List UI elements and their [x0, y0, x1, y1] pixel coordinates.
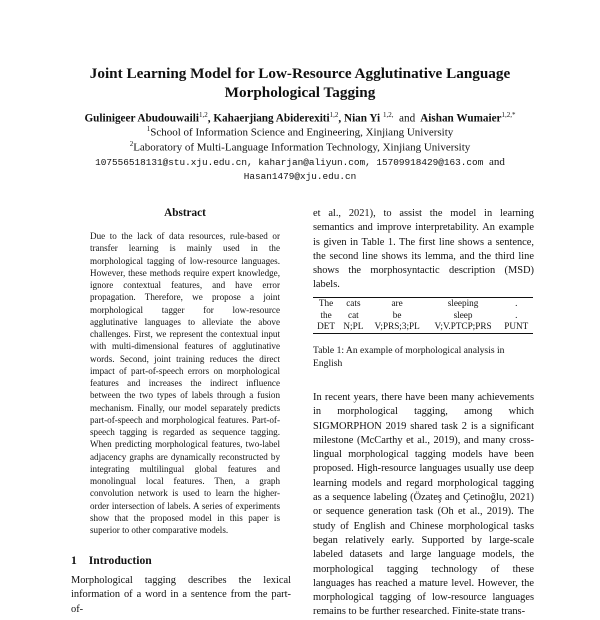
title-line-2: Morphological Tagging: [224, 84, 376, 101]
author-name: Gulinigeer Abudouwaili: [84, 112, 199, 125]
table-cell: .: [500, 298, 533, 310]
section-title: Introduction: [88, 554, 152, 567]
section-heading-introduction: [71, 554, 152, 567]
table-cell: sleep: [453, 309, 473, 320]
table-1: [313, 297, 533, 334]
table-row: [313, 298, 533, 310]
table-row: [313, 321, 533, 333]
table-cell: V;PRS;3;PL: [368, 321, 427, 333]
table-1-caption: Table 1: An example of morphological analysis in English: [313, 345, 505, 369]
author-sup: 1,2,*: [501, 111, 516, 119]
email-addresses: 107556518131@stu.xju.edu.cn, kaharjan@aliyun.com, 15709918429@163.com: [95, 157, 484, 168]
email-line-2: [0, 171, 600, 182]
author-name: Aishan Wumaier: [420, 112, 502, 125]
affiliation-2: [0, 140, 600, 154]
title-line-1: Joint Learning Model for Low-Resource Agglutinative Language: [89, 65, 511, 82]
author-sup: 1,2: [198, 111, 208, 119]
right-column-paragraph-2: In recent years, there have been many achievements in morphological tagging, among which SIGMORPHON 2019 shared task 2 is a significant milestone (McCarthy et al., 2019), and many cross-lingual morphological tagging models have been proposed. High-resource languages usually use deep learning models and regard morphological tagging as a sequence labeling (Özateş and Çetinoğlu, 2021) or sequence generation task (Oh et al., 2019). The study of English and Chinese morphological tasks began relatively early. Supported by large-scale labeled datasets and large language models, the morphological tagging technology of these languages has reached a mature level. However, the morphological tagging of low-resource languages remains to be further researched. Finite-state trans-: [313, 392, 534, 618]
affiliation-1: [0, 125, 600, 139]
introduction-text: Morphological tagging describes the lexical information of a word in a sentence from the part-of-: [71, 575, 291, 615]
affiliation-text: School of Information Science and Engineering, Xinjiang University: [150, 126, 454, 139]
author-name: Nian Yi: [343, 112, 381, 125]
table-cell: the: [320, 309, 332, 320]
author-list: Gulinigeer Abudouwaili$^{1,2}$, Kahaerjiang Abiderexiti$^{1,2}$, Nian Yi $^{1,2,}$ and Aishan Wumaier$^{1,2,*}$: [84, 111, 516, 125]
table-cell: .: [515, 309, 518, 320]
email-line-1: [0, 156, 600, 168]
table-cell: DET: [313, 321, 339, 333]
table-cell: be: [392, 309, 402, 320]
affiliation-sup: 1: [146, 125, 151, 133]
abstract-heading: Abstract: [164, 207, 206, 219]
author-sup: 1,2,: [382, 111, 394, 119]
table-cell: V;V.PTCP;PRS: [427, 321, 500, 333]
right-column-paragraph-1: et al., 2021), to assist the model in learning semantics and improve interpretability. An example is given in Table 1. The first line shows a sentence, the second line shows its lemma, and the third line shows the morphosyntactic description (MSD) labels.: [313, 208, 534, 291]
table-cell: PUNT: [500, 321, 533, 333]
author-name: Kahaerjiang Abiderexiti: [213, 112, 330, 125]
table-cell: cats: [339, 298, 368, 310]
authors-and: and: [399, 112, 416, 125]
table-cell: The: [313, 298, 339, 310]
table-cell: cat: [348, 309, 359, 320]
table-row: [313, 310, 533, 322]
affiliation-sup: 2: [129, 140, 134, 148]
section-number: 1: [71, 554, 77, 567]
table-cell: are: [368, 298, 427, 310]
affiliation-text: Laboratory of Multi-Language Information Technology, Xinjiang University: [133, 141, 471, 154]
table-cell: sleeping: [427, 298, 500, 310]
abstract-text: Due to the lack of data resources, rule-based or transfer learning is mainly used in the morphological tagging of low-resource languages. However, these methods require expert knowledge, ignore contextual features, and have error propagation. Therefore, we propose a joint morphological tagger for low-resource agglutinative languages to alleviate the above challenges. First, we represent the contextual input with multi-dimensional features of agglutinative words. Second, joint training reduces the direct impact of part-of-speech errors on morphological features and increases the indirect influence between the two types of labels through a fusion mechanism. Finally, our model separately predicts part-of-speech and morphological features. Part-of-speech tagging is regarded as sequence tagging. When predicting morphological features, two-label adjacency graphs are dynamically reconstructed by integrating multilingual global features and monolingual local features. Then, a graph convolution network is used to learn the higher-order intersection of labels. A series of experiments show that the proposed model in this paper is superior to other comparative models.: [90, 231, 280, 535]
email-and: and: [488, 156, 505, 168]
table-cell: N;PL: [339, 321, 368, 333]
email-address: Hasan1479@xju.edu.cn: [243, 171, 357, 182]
author-sup: 1,2: [329, 111, 339, 119]
paper-title: [0, 64, 600, 102]
